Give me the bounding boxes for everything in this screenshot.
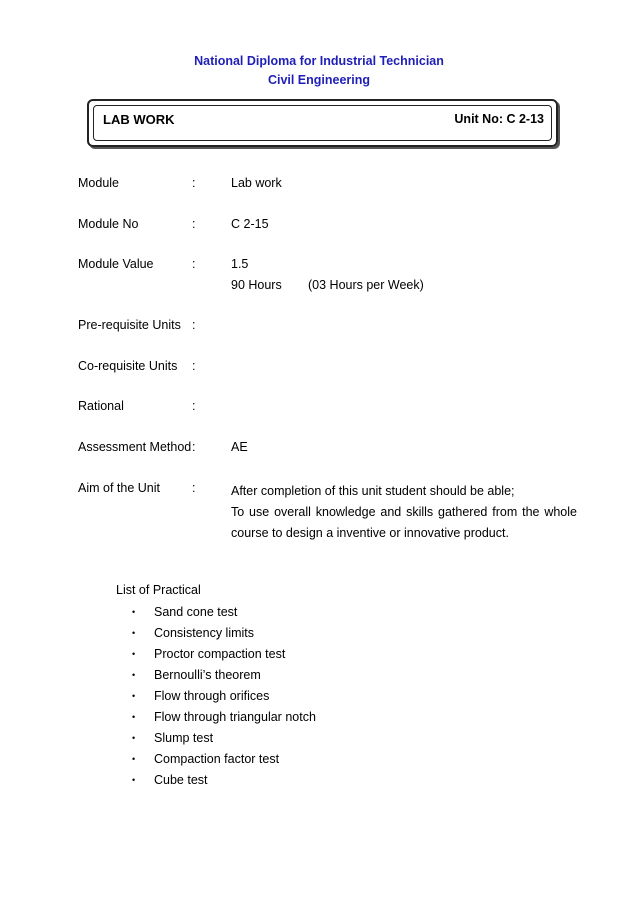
aim-line-2: To use overall knowledge and skills gathered from the whole bbox=[231, 505, 577, 519]
bullet-icon: • bbox=[132, 670, 136, 680]
corequisite-label: Co-requisite Units bbox=[78, 359, 178, 373]
assessment-colon: : bbox=[192, 440, 196, 454]
bullet-icon: • bbox=[132, 733, 136, 743]
list-item bbox=[0, 728, 316, 749]
module-value: Lab work bbox=[231, 176, 282, 190]
practical-name: Consistency limits bbox=[154, 626, 255, 640]
practical-name: Slump test bbox=[154, 731, 214, 745]
module-label: Module bbox=[78, 176, 119, 190]
practical-name: Proctor compaction test bbox=[154, 647, 286, 661]
module-hours: 90 Hours bbox=[231, 278, 282, 292]
practical-name: Bernoulli’s theorem bbox=[154, 668, 261, 682]
rational-colon: : bbox=[192, 399, 196, 413]
bullet-icon: • bbox=[132, 754, 136, 764]
list-item bbox=[0, 623, 316, 644]
list-item bbox=[0, 602, 316, 623]
bullet-icon: • bbox=[132, 649, 136, 659]
aim-text bbox=[231, 481, 577, 544]
bullet-icon: • bbox=[132, 712, 136, 722]
bullet-icon: • bbox=[132, 775, 136, 785]
module-no-value: C 2-15 bbox=[231, 217, 269, 231]
rational-label: Rational bbox=[78, 399, 124, 413]
list-item bbox=[0, 770, 316, 791]
module-no-colon: : bbox=[192, 217, 196, 231]
aim-line-1: After completion of this unit student should be able; bbox=[231, 484, 515, 498]
module-no-label: Module No bbox=[78, 217, 139, 231]
practical-name: Sand cone test bbox=[154, 605, 238, 619]
assessment-label: Assessment Method bbox=[78, 440, 192, 454]
practicals-title: List of Practical bbox=[116, 583, 201, 597]
practical-name: Flow through triangular notch bbox=[154, 710, 316, 724]
prerequisite-label: Pre-requisite Units bbox=[78, 318, 181, 332]
module-value-label: Module Value bbox=[78, 257, 154, 271]
document-title: National Diploma for Industrial Technician bbox=[194, 54, 444, 68]
aim-line-3: course to design a inventive or innovative product. bbox=[231, 526, 509, 540]
practical-name: Cube test bbox=[154, 773, 208, 787]
bullet-icon: • bbox=[132, 628, 136, 638]
unit-banner bbox=[87, 99, 558, 147]
unit-banner-title: LAB WORK bbox=[103, 112, 175, 127]
corequisite-colon: : bbox=[192, 359, 196, 373]
list-item bbox=[0, 749, 316, 770]
prerequisite-colon: : bbox=[192, 318, 196, 332]
bullet-icon: • bbox=[132, 607, 136, 617]
practical-name: Compaction factor test bbox=[154, 752, 280, 766]
module-value-number: 1.5 bbox=[231, 257, 249, 271]
module-value-colon: : bbox=[192, 257, 196, 271]
practical-name: Flow through orifices bbox=[154, 689, 270, 703]
list-item bbox=[0, 707, 316, 728]
list-item bbox=[0, 686, 316, 707]
practicals-list bbox=[0, 602, 316, 791]
aim-label: Aim of the Unit bbox=[78, 481, 160, 495]
module-hours-per-week: (03 Hours per Week) bbox=[308, 278, 424, 292]
unit-number: Unit No: C 2-13 bbox=[454, 112, 544, 126]
aim-colon: : bbox=[192, 481, 196, 495]
module-colon: : bbox=[192, 176, 196, 190]
document-subtitle: Civil Engineering bbox=[267, 73, 371, 87]
list-item bbox=[0, 644, 316, 665]
list-item bbox=[0, 665, 316, 686]
assessment-value: AE bbox=[231, 440, 248, 454]
bullet-icon: • bbox=[132, 691, 136, 701]
